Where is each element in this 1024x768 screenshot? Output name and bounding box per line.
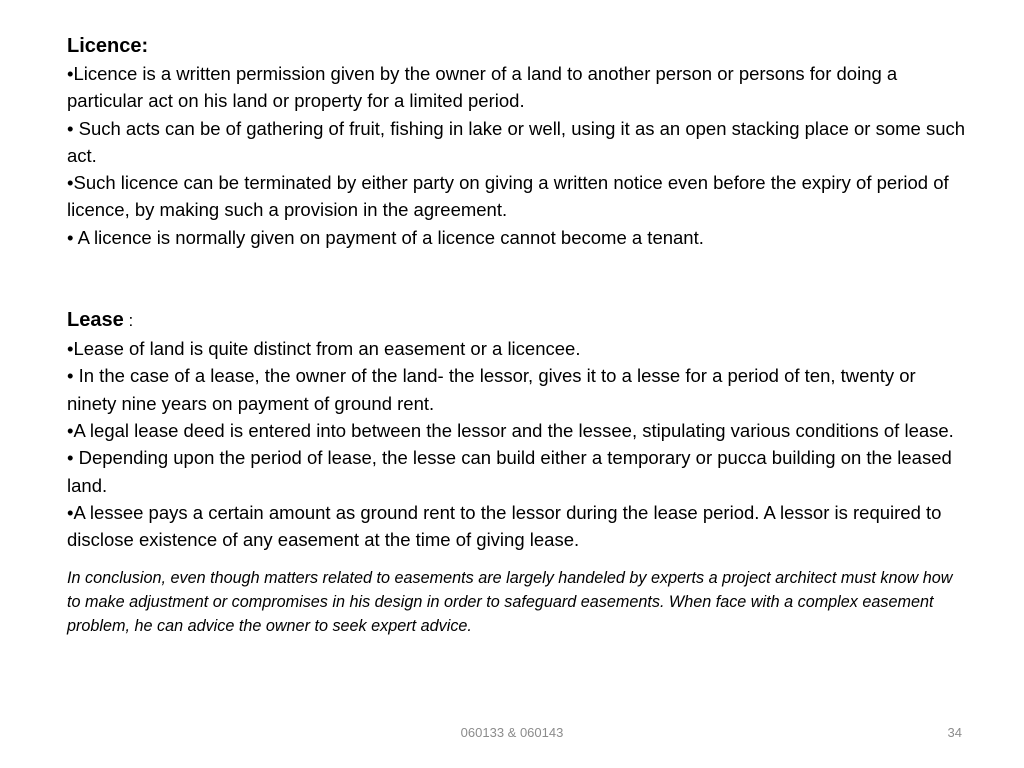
lease-point-5: •A lessee pays a certain amount as ground rent to the lessor during the lease period. A lessor is required to disclose existence of any easement at the time of giving lease. (67, 501, 942, 551)
page-number: 34 (947, 725, 962, 740)
licence-heading-text: Licence: (67, 35, 149, 57)
lease-point-4: • Depending upon the period of lease, the lesse can build either a temporary or pucca building on the leased land. (67, 447, 952, 496)
lease-heading-colon: : (123, 311, 134, 331)
licence-point-4: • A licence is normally given on payment of a licence cannot become a tenant. (67, 226, 704, 248)
licence-heading (67, 32, 967, 60)
lease-heading (67, 306, 967, 335)
slide-content (67, 32, 967, 638)
footer-course-codes: 060133 & 060143 (460, 725, 564, 740)
lease-point-2: • In the case of a lease, the owner of the land- the lessor, gives it to a lesse for a period of ten, twenty or ninety nine years on payment of ground rent. (67, 365, 916, 414)
licence-point-3: •Such licence can be terminated by either party on giving a written notice even before the expiry of period of licence, by making such a provision in the agreement. (67, 172, 949, 221)
lease-point-1: •Lease of land is quite distinct from an easement or a licencee. (67, 338, 581, 360)
section-spacer (67, 251, 967, 306)
licence-point-1: •Licence is a written permission given by the owner of a land to another person or persons for doing a particular act on his land or property for a limited period. (67, 63, 898, 112)
lease-point-3: •A legal lease deed is entered into between the lessor and the lessee, stipulating various conditions of lease. (67, 419, 954, 441)
licence-point-2: • Such acts can be of gathering of fruit, fishing in lake or well, using it as an open stacking place or some such act. (67, 117, 966, 166)
conclusion-paragraph: In conclusion, even though matters related to easements are largely handeled by experts a project architect must know how to make adjustment or compromises in his design in order to safeguard easements. When face with a complex easement problem, he can advice the owner to seek expert advice. (67, 569, 953, 635)
lease-heading-text: Lease (67, 309, 124, 332)
